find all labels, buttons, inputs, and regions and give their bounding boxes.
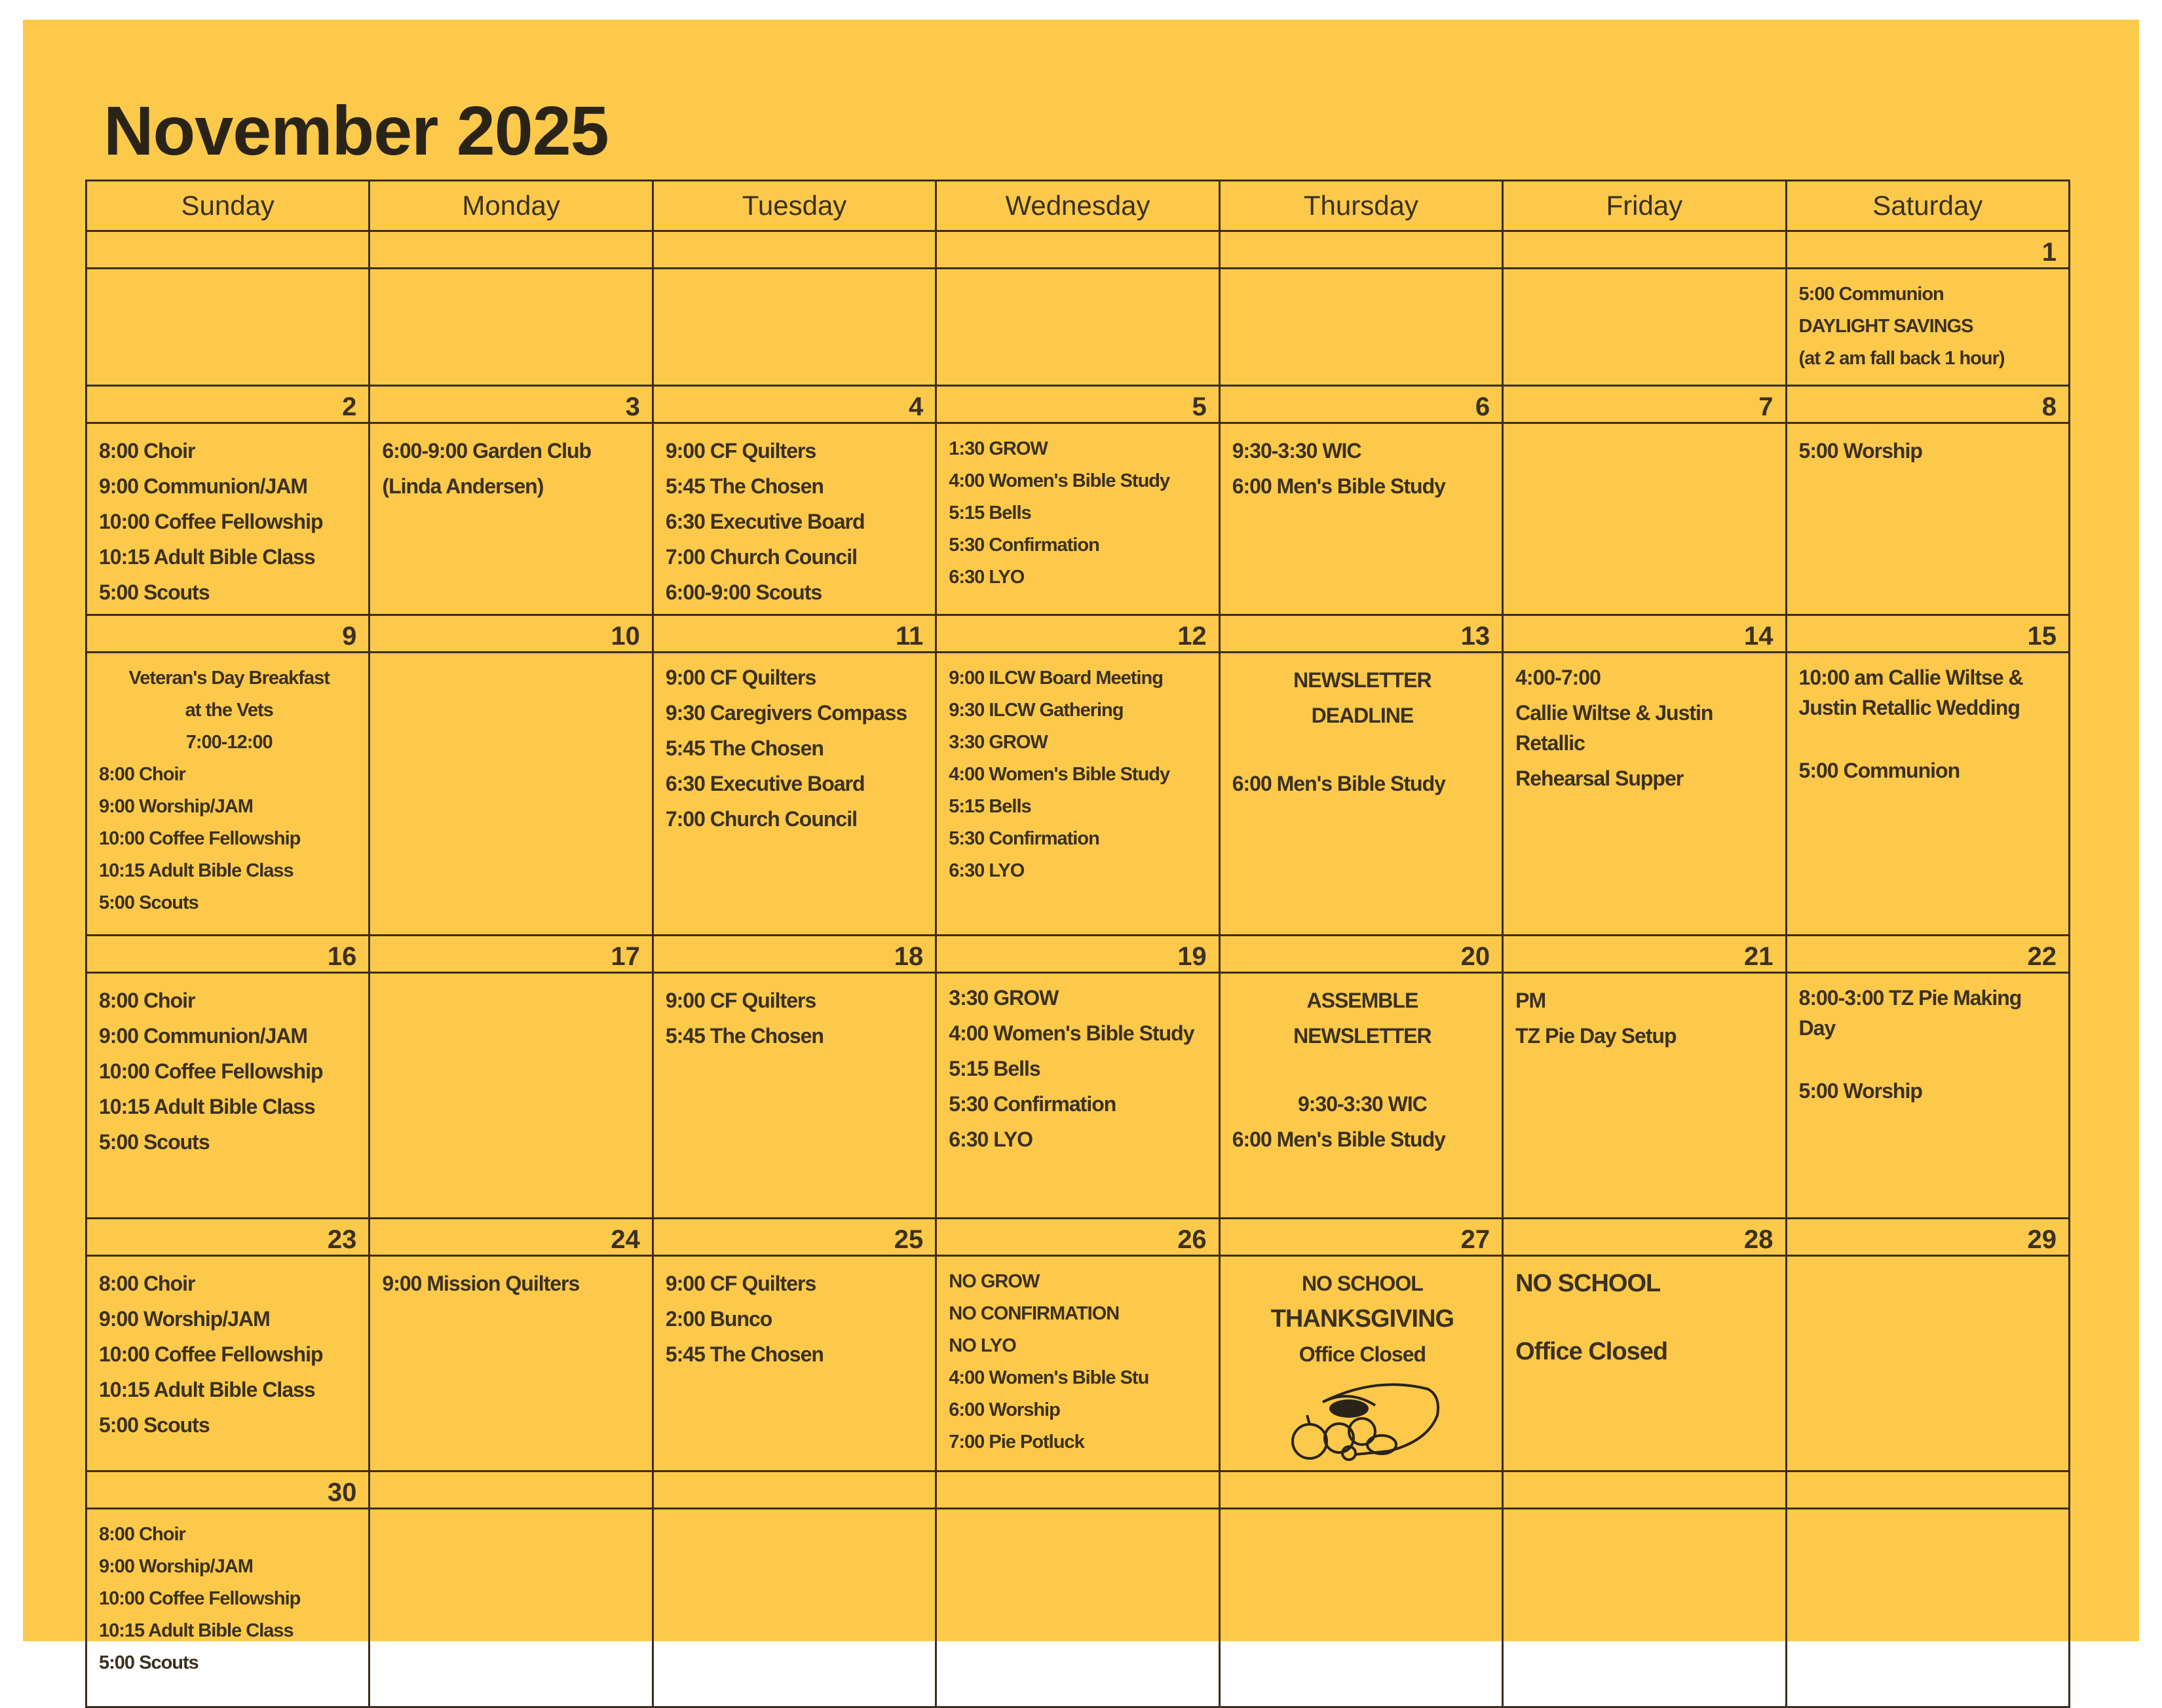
cornucopia-icon [1277,1376,1447,1461]
event-item: 5:00 Communion [1798,759,1960,782]
week-row [86,653,2070,936]
date-number [1503,1471,1786,1509]
event-item: 10:15 Adult Bible Class [99,860,294,881]
event-item: Veteran's Day Breakfast [128,668,330,689]
date-number: 30 [86,1471,370,1509]
date-row [86,1471,2070,1509]
date-number [370,1471,653,1509]
event-item: 8:00 Choir [99,764,185,785]
event-item: 9:00 CF Quilters [665,1272,816,1295]
day-cell[interactable] [370,653,653,936]
date-number [936,1471,1219,1509]
event-item: 7:00 Church Council [665,807,857,831]
date-number: 26 [936,1219,1219,1256]
day-cell[interactable] [1219,1256,1502,1471]
date-number: 16 [86,936,370,973]
day-cell[interactable] [653,423,936,615]
event-item: 9:00 Worship/JAM [99,796,253,817]
date-number: 14 [1503,615,1786,653]
page-title: November 2025 [104,92,609,170]
event-item: 6:00 Worship [949,1399,1060,1420]
event-item: at the Vets [185,700,273,721]
event-item: 6:30 Executive Board [665,510,865,533]
day-cell[interactable] [1219,423,1502,615]
event-item: 9:00 CF Quilters [665,439,816,463]
event-item: (at 2 am fall back 1 hour) [1798,348,2005,369]
event-item: NEWSLETTER [1293,1024,1432,1048]
date-number: 25 [653,1219,936,1256]
weekday-header-row [86,181,2070,231]
weekday-monday: Monday [370,181,653,231]
event-item: 5:00 Scouts [99,1652,199,1673]
event-item: 10:00 Coffee Fellowship [99,1059,323,1083]
day-cell[interactable] [1503,423,1786,615]
event-item: 9:00 Communion/JAM [99,474,308,498]
event-item: 5:15 Bells [949,1057,1040,1080]
day-cell[interactable] [653,973,936,1219]
event-item: 2:00 Bunco [665,1307,772,1331]
event-item: 10:15 Adult Bible Class [99,545,315,569]
date-row [86,1219,2070,1256]
event-item: 5:45 The Chosen [665,474,824,498]
event-item: DEADLINE [1311,704,1414,727]
event-item: NEWSLETTER [1293,668,1432,692]
day-cell[interactable] [1786,423,2069,615]
date-number [1503,231,1786,269]
day-cell[interactable] [1786,653,2069,936]
day-cell[interactable] [1786,269,2069,386]
weekday-friday: Friday [1503,181,1786,231]
event-item: 4:00-7:00 [1515,666,1601,689]
date-number [653,231,936,269]
day-cell[interactable] [86,1509,370,1707]
event-item: 9:30-3:30 WIC [1297,1092,1427,1116]
date-number: 2 [86,386,370,423]
date-number: 3 [370,386,653,423]
date-number: 13 [1219,615,1502,653]
event-item: 3:30 GROW [949,732,1048,753]
event-item: 6:30 Executive Board [665,772,865,795]
day-cell[interactable] [86,423,370,615]
event-item: NO SCHOOL [1302,1272,1423,1295]
event-item: 6:00 Men's Bible Study [1232,772,1445,795]
event-item: THANKSGIVING [1270,1305,1454,1333]
date-number: 20 [1219,936,1502,973]
date-row [86,231,2070,269]
event-item: 5:00 Scouts [99,892,199,913]
date-number: 12 [936,615,1219,653]
event-item: 9:30 Caregivers Compass [665,701,907,725]
day-cell[interactable] [1786,973,2069,1219]
week-row [86,269,2070,386]
day-cell[interactable] [86,973,370,1219]
event-item: 6:30 LYO [949,860,1025,881]
day-cell[interactable] [1786,1256,2069,1471]
event-item: 6:00-9:00 Scouts [665,580,822,604]
day-cell[interactable] [653,269,936,386]
day-cell[interactable] [1219,653,1502,936]
date-number: 19 [936,936,1219,973]
date-number: 10 [370,615,653,653]
event-item: 5:45 The Chosen [665,736,824,760]
date-number: 24 [370,1219,653,1256]
day-cell[interactable] [370,1509,653,1707]
event-item: 4:00 Women's Bible Study [949,764,1170,785]
event-item: 5:45 The Chosen [665,1342,824,1366]
event-item: 9:00 Worship/JAM [99,1556,253,1577]
event-item: 9:00 CF Quilters [665,666,816,689]
date-number [1786,1471,2069,1509]
event-item: 5:00 Communion [1798,284,1944,305]
event-item: 1:30 GROW [949,438,1048,459]
day-cell[interactable] [1503,1256,1786,1471]
event-item: 10:15 Adult Bible Class [99,1378,315,1401]
event-item: 4:00 Women's Bible Study [949,1021,1194,1045]
day-cell[interactable] [1219,269,1502,386]
date-number: 17 [370,936,653,973]
event-item: 5:00 Worship [1798,1079,1922,1103]
event-item: 7:00 Church Council [665,545,857,569]
event-item: 9:00 Mission Quilters [382,1272,580,1295]
event-item: 4:00 Women's Bible Stu [949,1367,1149,1388]
event-item: Office Closed [1299,1342,1426,1366]
day-cell[interactable] [936,423,1219,615]
event-item: 10:15 Adult Bible Class [99,1095,315,1118]
day-cell[interactable] [653,1256,936,1471]
day-cell[interactable] [1219,1509,1502,1707]
event-item: 8:00-3:00 TZ Pie Making Day [1798,986,2022,1040]
date-number: 8 [1786,386,2069,423]
date-number: 18 [653,936,936,973]
event-item: 5:00 Scouts [99,580,210,604]
day-cell[interactable] [1503,653,1786,936]
event-item: 10:00 Coffee Fellowship [99,828,301,849]
weekday-saturday: Saturday [1786,181,2069,231]
day-cell[interactable] [1503,1509,1786,1707]
event-item: 5:00 Scouts [99,1413,210,1437]
event-item: 3:30 GROW [949,986,1059,1010]
date-number: 11 [653,615,936,653]
event-item: 8:00 Choir [99,439,195,463]
event-item: 5:30 Confirmation [949,1092,1116,1116]
event-item: 10:00 Coffee Fellowship [99,510,323,533]
day-cell[interactable] [370,269,653,386]
event-item: 10:00 Coffee Fellowship [99,1588,301,1609]
date-row [86,615,2070,653]
weekday-tuesday: Tuesday [653,181,936,231]
event-item: 9:00 ILCW Board Meeting [949,668,1163,689]
event-item: NO CONFIRMATION [949,1303,1120,1324]
event-item: PM [1515,989,1546,1012]
date-number: 7 [1503,386,1786,423]
event-item: 8:00 Choir [99,989,195,1012]
date-number [1219,231,1502,269]
day-cell[interactable] [86,653,370,936]
date-row [86,936,2070,973]
day-cell[interactable] [86,1256,370,1471]
event-item: NO SCHOOL [1515,1270,1661,1297]
week-row [86,1509,2070,1707]
event-item: 6:30 LYO [949,567,1025,588]
week-row [86,973,2070,1219]
day-cell[interactable] [1503,269,1786,386]
event-item: NO GROW [949,1271,1040,1292]
calendar-grid [85,180,2070,1708]
week-row [86,1256,2070,1471]
day-cell[interactable] [936,973,1219,1219]
event-item: 10:00 Coffee Fellowship [99,1342,323,1366]
weekday-thursday: Thursday [1219,181,1502,231]
event-item: 10:00 am Callie Wiltse & Justin Retallic Wedding [1798,666,2023,719]
event-item: 9:00 Communion/JAM [99,1024,308,1048]
date-number: 1 [1786,231,2069,269]
date-row [86,386,2070,423]
week-row [86,423,2070,615]
day-cell[interactable] [370,423,653,615]
date-number: 22 [1786,936,2069,973]
date-number: 5 [936,386,1219,423]
date-number: 6 [1219,386,1502,423]
event-item: 9:00 CF Quilters [665,989,816,1012]
weekday-wednesday: Wednesday [936,181,1219,231]
date-number [370,231,653,269]
event-item: 7:00 Pie Potluck [949,1432,1084,1452]
date-number [86,231,370,269]
event-item: 8:00 Choir [99,1272,195,1295]
date-number [653,1471,936,1509]
date-number: 27 [1219,1219,1502,1256]
date-number: 23 [86,1219,370,1256]
date-number [936,231,1219,269]
event-item: 9:30 ILCW Gathering [949,700,1124,721]
day-cell[interactable] [370,1256,653,1471]
day-cell[interactable] [86,269,370,386]
day-cell[interactable] [936,653,1219,936]
date-number: 21 [1503,936,1786,973]
date-number: 4 [653,386,936,423]
event-item: 4:00 Women's Bible Study [949,470,1170,491]
event-item: 5:15 Bells [949,503,1031,523]
event-item: (Linda Andersen) [382,474,544,498]
weekday-sunday: Sunday [86,181,370,231]
event-item: TZ Pie Day Setup [1515,1024,1677,1048]
event-item: 6:00-9:00 Garden Club [382,439,592,463]
day-cell[interactable] [653,1509,936,1707]
day-cell[interactable] [653,653,936,936]
event-item: 5:00 Scouts [99,1130,210,1154]
date-number [1219,1471,1502,1509]
event-item: Office Closed [1515,1338,1668,1365]
event-item: 5:30 Confirmation [949,535,1099,556]
date-number: 15 [1786,615,2069,653]
event-item: 8:00 Choir [99,1524,185,1545]
event-item: 10:15 Adult Bible Class [99,1620,294,1641]
day-cell[interactable] [936,269,1219,386]
event-item: 5:30 Confirmation [949,828,1099,849]
event-item: ASSEMBLE [1306,989,1418,1012]
event-item: 7:00-12:00 [185,732,273,753]
event-item: 9:00 Worship/JAM [99,1307,270,1331]
event-item: DAYLIGHT SAVINGS [1798,316,1973,337]
event-item: Callie Wiltse & Justin Retallic [1515,701,1713,755]
event-item: 5:15 Bells [949,796,1031,817]
day-cell[interactable] [1503,973,1786,1219]
event-item: 9:30-3:30 WIC [1232,439,1361,463]
date-number: 29 [1786,1219,2069,1256]
day-cell[interactable] [370,973,653,1219]
day-cell[interactable] [1786,1509,2069,1707]
date-number: 28 [1503,1219,1786,1256]
date-number: 9 [86,615,370,653]
event-item: 6:00 Men's Bible Study [1232,474,1445,498]
event-item: 5:00 Worship [1798,439,1922,463]
event-item: NO LYO [949,1335,1016,1356]
event-item: 6:00 Men's Bible Study [1232,1128,1445,1151]
day-cell[interactable] [1219,973,1502,1219]
event-item: Rehearsal Supper [1515,767,1684,790]
day-cell[interactable] [936,1256,1219,1471]
event-item: 6:30 LYO [949,1128,1033,1151]
event-item: 5:45 The Chosen [665,1024,824,1048]
day-cell[interactable] [936,1509,1219,1707]
